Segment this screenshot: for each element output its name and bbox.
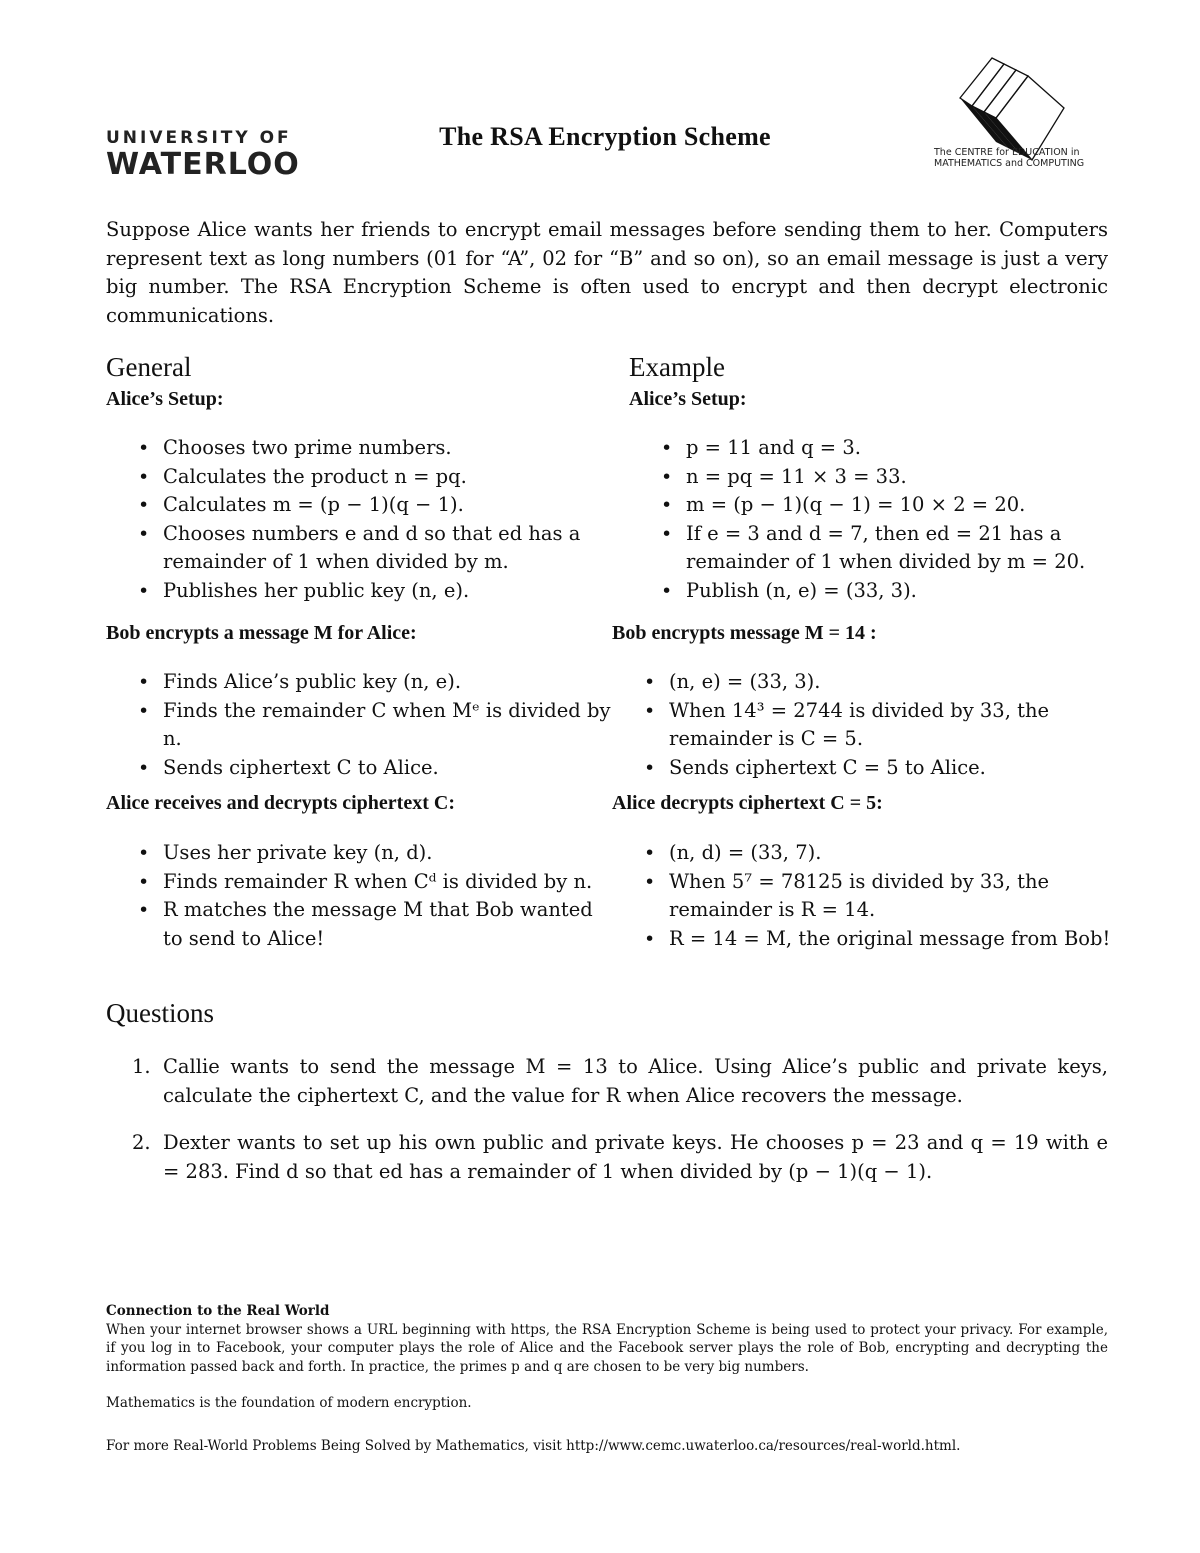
cemc-logo-line2: MATHEMATICS and COMPUTING (934, 158, 1085, 169)
general-decrypt-list (106, 839, 612, 953)
general-encrypt-heading: Bob encrypts a message M for Alice: (106, 622, 417, 644)
list-item: • (n, e) = (33, 3). (612, 668, 1112, 697)
list-item: • n = pq = 11 × 3 = 33. (629, 463, 1131, 492)
list-item: • When 14³ = 2744 is divided by 33, the remainder is C = 5. (612, 697, 1112, 754)
list-item: • m = (p − 1)(q − 1) = 10 × 2 = 20. (629, 491, 1131, 520)
general-setup-heading: Alice’s Setup: (106, 388, 224, 410)
uw-logo-bottom-text: WATERLOO (106, 147, 300, 182)
general-encrypt-list (106, 668, 612, 782)
question-number: 1. (132, 1055, 151, 1078)
example-heading: Example (629, 352, 725, 382)
list-item: • Finds remainder R when Cᵈ is divided by n. (106, 868, 612, 897)
footer-tagline: Mathematics is the foundation of modern encryption. (106, 1395, 472, 1411)
cemc-logo-line1: The CENTRE for EDUCATION in (934, 147, 1080, 158)
footer-more-link-text: For more Real-World Problems Being Solved by Mathematics, visit http://www.cemc.uwaterloo.ca/resources/real-world.html. (106, 1437, 961, 1454)
example-encrypt-list (612, 668, 1112, 782)
question-number: 2. (132, 1131, 151, 1154)
question-text: Dexter wants to set up his own public and private keys. He chooses p = 23 and q = 19 with e = 283. Find d so that ed has a remainder of 1 when divided by (p − 1)(q − 1). (163, 1131, 1108, 1183)
list-item: • Uses her private key (n, d). (106, 839, 612, 868)
footer-paragraph: When your internet browser shows a URL beginning with https, the RSA Encryption Scheme is being used to protect your privacy. For example, if you log in to Facebook, your computer plays the role of Alice and the Facebook server plays the role of Bob, encrypting and decrypting the information passed back and forth. In practice, the primes p and q are chosen to be very big numbers. (106, 1321, 1108, 1375)
list-item: • Publish (n, e) = (33, 3). (629, 577, 1131, 606)
list-item: • Finds Alice’s public key (n, e). (106, 668, 612, 697)
example-setup-heading: Alice’s Setup: (629, 388, 747, 410)
list-item: • Chooses numbers e and d so that ed has a remainder of 1 when divided by m. (106, 520, 612, 577)
list-item: • Chooses two prime numbers. (106, 434, 612, 463)
list-item: • If e = 3 and d = 7, then ed = 21 has a remainder of 1 when divided by m = 20. (629, 520, 1131, 577)
general-decrypt-heading: Alice receives and decrypts ciphertext C: (106, 792, 455, 814)
list-item: • (n, d) = (33, 7). (612, 839, 1112, 868)
list-item: • Calculates m = (p − 1)(q − 1). (106, 491, 612, 520)
list-item: • R matches the message M that Bob wanted to send to Alice! (106, 896, 612, 953)
list-item: • Sends ciphertext C = 5 to Alice. (612, 754, 1112, 783)
general-setup-list (106, 434, 612, 605)
uw-logo-top-text: UNIVERSITY OF (106, 128, 292, 148)
footer-heading: Connection to the Real World (106, 1303, 330, 1319)
general-heading: General (106, 352, 192, 382)
example-decrypt-list (612, 839, 1112, 953)
list-item: • When 5⁷ = 78125 is divided by 33, the remainder is R = 14. (612, 868, 1112, 925)
list-item: • Calculates the product n = pq. (106, 463, 612, 492)
example-setup-list (629, 434, 1131, 605)
intro-paragraph: Suppose Alice wants her friends to encrypt email messages before sending them to her. Computers represent text as long numbers (01 for “A”, 02 for “B” and so on), so an email message is just a very big number. The RSA Encryption Scheme is often used to encrypt and then decrypt electronic communications. (106, 218, 1108, 327)
list-item: • Sends ciphertext C to Alice. (106, 754, 612, 783)
list-item: • Finds the remainder C when Mᵉ is divided by n. (106, 697, 612, 754)
cemc-logo-text (934, 147, 1104, 169)
list-item: • p = 11 and q = 3. (629, 434, 1131, 463)
question-text: Callie wants to send the message M = 13 to Alice. Using Alice’s public and private keys, calculate the ciphertext C, and the value for R when Alice recovers the message. (163, 1055, 1108, 1107)
question-item (106, 1129, 1108, 1186)
questions-heading: Questions (106, 998, 214, 1028)
questions-list (106, 1053, 1108, 1205)
example-encrypt-heading: Bob encrypts message M = 14 : (612, 622, 877, 644)
example-decrypt-heading: Alice decrypts ciphertext C = 5: (612, 792, 883, 814)
page-title: The RSA Encryption Scheme (439, 122, 771, 151)
list-item: • R = 14 = M, the original message from Bob! (612, 925, 1112, 954)
question-item (106, 1053, 1108, 1110)
footer (106, 1302, 1108, 1455)
list-item: • Publishes her public key (n, e). (106, 577, 612, 606)
